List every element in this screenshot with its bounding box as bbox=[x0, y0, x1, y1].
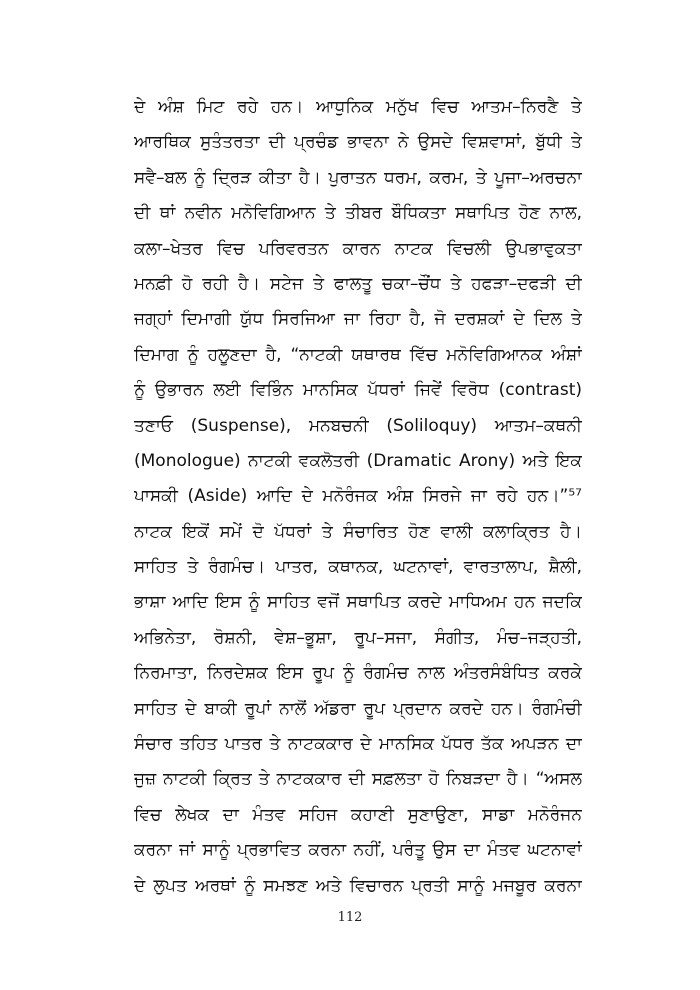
text-line: ਨੂੰ ਉਭਾਰਨ ਲਈ ਵਿਭਿੰਨ ਮਾਨਸਿਕ ਪੱਧਰਾਂ ਜਿਵੇਂ ਵਿਰੋਧ (contrast) bbox=[134, 380, 582, 401]
text-line: ਸਵੈ–ਬਲ ਨੂੰ ਦ੍ਰਿੜ ਕੀਤਾ ਹੈ। ਪੁਰਾਤਨ ਧਰਮ, ਕਰਮ, ਤੇ ਪੂਜਾ–ਅਰਚਨਾ bbox=[134, 167, 582, 188]
text-line: ਸੰਚਾਰ ਤਹਿਤ ਪਾਤਰ ਤੇ ਨਾਟਕਕਾਰ ਦੇ ਮਾਨਸਿਕ ਪੱਧਰ ਤੱਕ ਅਪੜਨ ਦਾ bbox=[134, 734, 582, 755]
text-line: ਆਰਥਿਕ ਸੁਤੰਤਰਤਾ ਦੀ ਪ੍ਰਚੰਡ ਭਾਵਨਾ ਨੇ ਉਸਦੇ ਵਿਸ਼ਵਾਸਾਂ, ਬੁੱਧੀ ਤੇ bbox=[134, 132, 582, 153]
text-line: ਦਿਮਾਗ ਨੂੰ ਹਲੂਣਦਾ ਹੈ, “ਨਾਟਕੀ ਯਥਾਰਥ ਵਿੱਚ ਮਨੋਵਿਗਿਆਨਕ ਅੰਸ਼ਾਂ bbox=[134, 344, 582, 365]
text-line: ਸਾਹਿਤ ਦੇ ਬਾਕੀ ਰੂਪਾਂ ਨਾਲੋਂ ਅੱਡਰਾ ਰੂਪ ਪ੍ਰਦਾਨ ਕਰਦੇ ਹਨ। ਰੰਗਮੰਚੀ bbox=[134, 698, 582, 719]
text-line: ਜੁਜ਼ ਨਾਟਕੀ ਕ੍ਰਿਤ ਤੇ ਨਾਟਕਕਾਰ ਦੀ ਸਫ਼ਲਤਾ ਹੋ ਨਿਬੜਦਾ ਹੈ। “ਅਸਲ bbox=[134, 769, 582, 790]
body-text bbox=[134, 90, 582, 904]
text-line: ਅਭਿਨੇਤਾ, ਰੋਸ਼ਨੀ, ਵੇਸ਼–ਭੂਸ਼ਾ, ਰੂਪ–ਸਜਾ, ਸੰਗੀਤ, ਮੰਚ–ਜੜ੍ਹਤੀ, bbox=[134, 627, 582, 648]
text-line: ਮਨਫ਼ੀ ਹੋ ਰਹੀ ਹੈ। ਸਟੇਜ ਤੇ ਫਾਲਤੂ ਚਕਾ–ਚੌਂਧ ਤੇ ਹਫੜਾ–ਦਫੜੀ ਦੀ bbox=[134, 273, 582, 294]
text-line: ਦੀ ਥਾਂ ਨਵੀਨ ਮਨੋਵਿਗਿਆਨ ਤੇ ਤੀਬਰ ਬੌਧਿਕਤਾ ਸਥਾਪਿਤ ਹੋਣ ਨਾਲ, bbox=[134, 203, 582, 224]
page-number: 112 bbox=[337, 910, 363, 925]
text-line: ਦੇ ਲੁਪਤ ਅਰਥਾਂ ਨੂੰ ਸਮਝਣ ਅਤੇ ਵਿਚਾਰਨ ਪ੍ਰਤੀ ਸਾਨੂੰ ਮਜਬੂਰ ਕਰਨਾ bbox=[134, 875, 582, 896]
text-line: ਤਣਾਓ (Suspense), ਮਨਬਚਨੀ (Soliloquy) ਆਤਮ–ਕਥਨੀ bbox=[134, 415, 582, 436]
text-line: ਕਰਨਾ ਜਾਂ ਸਾਨੂੰ ਪ੍ਰਭਾਵਿਤ ਕਰਨਾ ਨਹੀਂ, ਪਰੰਤੂ ਉਸ ਦਾ ਮੰਤਵ ਘਟਨਾਵਾਂ bbox=[134, 840, 582, 861]
text-line: ਪਾਸਕੀ (Aside) ਆਦਿ ਦੇ ਮਨੋਰੰਜਕ ਅੰਸ਼ ਸਿਰਜੇ ਜਾ ਰਹੇ ਹਨ।”⁵⁷ bbox=[134, 486, 582, 507]
text-line: ਜਗ੍ਹਾਂ ਦਿਮਾਗੀ ਯੁੱਧ ਸਿਰਜਿਆ ਜਾ ਰਿਹਾ ਹੈ, ਜੋ ਦਰਸ਼ਕਾਂ ਦੇ ਦਿਲ ਤੇ bbox=[134, 309, 582, 330]
text-line: ਸਾਹਿਤ ਤੇ ਰੰਗਮੰਚ। ਪਾਤਰ, ਕਥਾਨਕ, ਘਟਨਾਵਾਂ, ਵਾਰਤਾਲਾਪ, ਸ਼ੈਲੀ, bbox=[134, 557, 582, 578]
text-line: (Monologue) ਨਾਟਕੀ ਵਕਲੋਤਰੀ (Dramatic Arony) ਅਤੇ ਇਕ bbox=[134, 450, 582, 471]
text-line: ਕਲਾ–ਖੇਤਰ ਵਿਚ ਪਰਿਵਰਤਨ ਕਾਰਨ ਨਾਟਕ ਵਿਚਲੀ ਉਪਭਾਵੁਕਤਾ bbox=[134, 238, 582, 259]
text-line: ਦੇ ਅੰਸ਼ ਮਿਟ ਰਹੇ ਹਨ। ਆਧੁਨਿਕ ਮਨੁੱਖ ਵਿਚ ਆਤਮ–ਨਿਰਣੈ ਤੇ bbox=[134, 97, 582, 117]
text-line: ਵਿਚ ਲੇਖਕ ਦਾ ਮੰਤਵ ਸਹਿਜ ਕਹਾਣੀ ਸੁਣਾਉਣਾ, ਸਾਡਾ ਮਨੋਰੰਜਨ bbox=[134, 804, 582, 825]
text-line: ਨਿਰਮਾਤਾ, ਨਿਰਦੇਸ਼ਕ ਇਸ ਰੂਪ ਨੂੰ ਰੰਗਮੰਚ ਨਾਲ ਅੰਤਰਸੰਬੰਧਿਤ ਕਰਕੇ bbox=[134, 663, 582, 684]
text-line: ਨਾਟਕ ਇਕੋਂ ਸਮੇਂ ਦੋ ਪੱਧਰਾਂ ਤੇ ਸੰਚਾਰਿਤ ਹੋਣ ਵਾਲੀ ਕਲਾਕ੍ਰਿਤ ਹੈ। bbox=[134, 521, 582, 542]
text-line: ਭਾਸ਼ਾ ਆਦਿ ਇਸ ਨੂੰ ਸਾਹਿਤ ਵਜੋਂ ਸਥਾਪਿਤ ਕਰਦੇ ਮਾਧਿਅਮ ਹਨ ਜਦਕਿ bbox=[134, 592, 582, 613]
